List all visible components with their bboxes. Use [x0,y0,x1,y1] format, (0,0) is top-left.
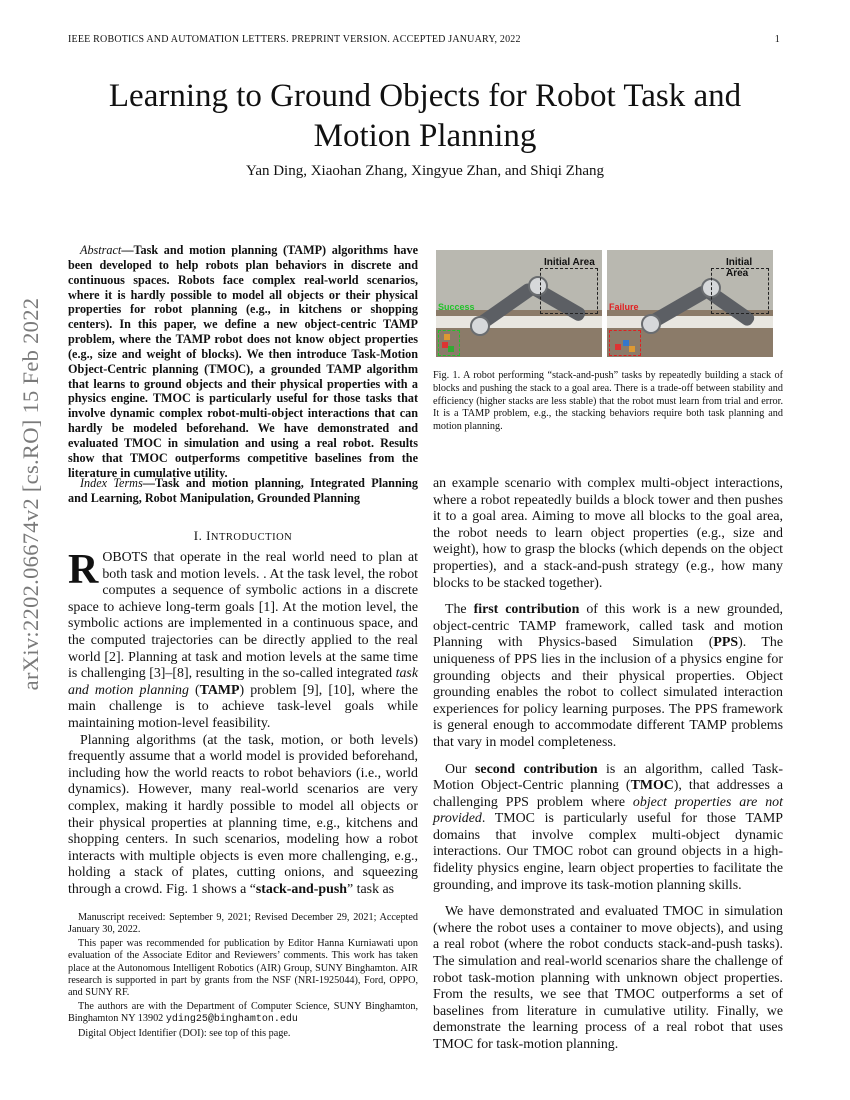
section-title-initial: I [206,528,211,543]
intro-p5-lead: Our [445,761,475,777]
initial-area-box [540,268,598,314]
intro-p4-bold-1: first contribution [473,602,580,618]
intro-p1-bold: TAMP [199,682,240,698]
author-list: Yan Ding, Xiaohan Zhang, Xingyue Zhan, and Shiqi Zhang [245,163,604,179]
journal-name: IEEE ROBOTICS AND AUTOMATION LETTERS. PREPRINT VERSION. ACCEPTED JANUARY, 2022 [68,34,521,45]
author-email-link[interactable]: yding25@binghamton.edu [165,1014,298,1026]
intro-p2-lead: Planning algorithms (at the task, motion, or both levels) frequently assume that a world model is provided beforehand, including how the world reacts to robot behaviors (i.e., world dynamics). However, many real-world scenarios are very complex, making it hardly possible to model all objects or their physical properties at planning time, e.g., kitchens and shopping centers. In such scenarios, modeling how a robot interacts with multiple objects is even more challenging, e.g., holding a stack of plates, cutting onions, and squeezing through a crowd. Fig. 1 shows a “ [68,732,418,897]
intro-p1-end: ) problem [9], [10], where the main challenge is to achieve task-level goals while maintaining motion-level feasibility. [68,682,418,731]
intro-paragraph-4 [433,602,783,751]
paper-title [40,76,810,156]
index-terms-dash: — [142,476,155,490]
block [448,346,454,352]
intro-paragraph-1 [68,547,418,733]
abstract-dash: — [121,243,134,257]
footnotes [68,912,418,1042]
figure-1-photo-failure [607,250,773,357]
left-column-body [68,547,418,898]
running-header [68,34,780,45]
figure-1-caption: Fig. 1. A robot performing “stack-and-push” tasks by repeatedly building a stack of blocks and pushing the stack to a goal area. There is a trade-off between stability and efficiency (higher stacks are less stable) that the robot must learn from trial and error. It is a TAMP problem, e.g., the stacking behaviors require both task planning and motion planning. [433,370,783,433]
abstract [68,243,418,481]
initial-area-label: Initial Area [544,257,595,268]
figure-1 [436,250,781,357]
intro-p1-italic: task and motion planning [68,666,418,698]
intro-p5-italic: object properties are not provided [433,794,783,827]
index-terms [68,476,418,506]
index-terms-text: Task and motion planning, Integrated Planning and Learning, Robot Manipulation, Grounded Planning [68,476,418,505]
arxiv-stamp-text: arXiv:2202.06674v2 [cs.RO] 15 Feb 2022 [18,297,43,691]
footnote-manuscript: Manuscript received: September 9, 2021; Revised December 29, 2021; Accepted January 30, 2022. [68,912,418,936]
success-label: Success [438,302,475,312]
abstract-text: Task and motion planning (TAMP) algorithms have been developed to help robots plan behaviors in discrete and continuous spaces. Robots face complex real-world scenarios, where it is hardly possible to model all objects or their physical properties for robot planning (e.g., in kitchens or shopping centers). In this paper, we define a new object-centric TAMP problem, where the TAMP robot does not know object properties (e.g., size and weight of blocks). We then introduce Task-Motion Object-Centric planning (TMOC), a grounded TAMP algorithm that learns to ground objects and their physical properties with a physics engine. TMOC is particularly useful for those tasks that involve dynamic complex robot-multi-object interactions that can hardly be modeled beforehand. We have demonstrated and evaluated TMOC in simulation and using a real robot. Results show that TMOC outperforms competitive baselines from the literature in cumulative utility. [68,243,418,480]
intro-paragraph-2 [68,733,418,899]
block [444,334,450,340]
index-terms-label: Index Terms [80,476,143,490]
intro-p4-lead: The [445,602,474,618]
page-number: 1 [774,34,780,45]
title-line-2: Motion Planning [313,118,537,154]
intro-p4-mid: of this work is a new grounded, object-centric TAMP framework, called task and motion Planning with Physics-based Simulation ( [433,602,783,651]
intro-p5-mid-2: ), that addresses a challenging PPS problem where [433,778,783,810]
intro-p5-bold-2: TMOC [630,778,674,794]
footnote-affiliation [68,1001,418,1027]
intro-p4-end: ). The uniqueness of PPS lies in the inclusion of a physics engine for grounding objects and their physical properties. Object grounding enables the robot to collect simulated interaction experiences for policy learning purposes. The PPS framework is general enough to accommodate different TAMP problems that vary in model completeness. [433,635,783,750]
section-title-rest: NTRODUCTION [210,532,293,543]
intro-p5-bold-1: second contribution [475,761,598,777]
intro-paragraph-5 [433,762,783,895]
footnote-doi: Digital Object Identifier (DOI): see top of this page. [78,1028,291,1040]
block [629,346,635,352]
right-column-body [433,476,783,1054]
intro-paragraph-6: We have demonstrated and evaluated TMOC in simulation (where the robot uses a container to move objects), and using a real robot (where the robot conducts stack-and-push tasks). The simulation and real-world scenarios share the challenge of robot task-motion planning with unknown object properties. From the results, we see that TMOC outperforms a set of baselines from literature in cumulative utility. Finally, we demonstrate the learning process of a real robot that uses TMOC for task-motion planning. [433,904,783,1052]
intro-p5-end: . TMOC is particularly useful for those TAMP domains that involve complex multi-object dynamic interactions. Our TMOC robot can ground objects in a high-fidelity physics engine, learn object properties to facilitate the grounding, and improve its task-motion planning skills. [433,811,783,893]
footnote-editor: This paper was recommended for publication by Editor Hanna Kurniawati upon evaluation of the Associate Editor and Reviewers’ comments. This work has taken place at the Autonomous Intelligent Robotics (AIR) Group, SUNY Binghamton. AIR research is supported in part by grants from the NSF (NRI-1925044), Ford, OPPO, and SUNY RF. [68,938,418,999]
abstract-label: Abstract [80,243,122,257]
intro-p1-open: ( [188,682,200,698]
figure-1-photo-success [436,250,602,357]
title-line-1: Learning to Ground Objects for Robot Task and [108,78,742,114]
intro-paragraph-3: an example scenario with complex multi-object interactions, where a robot repeatedly builds a block tower and then pushes it to a goal area. Aiming to move all blocks to the goal area, the robot needs to learn object properties (e.g., size and weight), how to grasp the blocks (which depends on the object properties), and a stack-and-push strategy (e.g., how many blocks to be stacked together). [433,476,783,591]
arxiv-stamp [14,292,48,696]
intro-p2-bold: stack-and-push [255,881,347,897]
initial-area-label: Initial Area [726,257,753,279]
intro-p1-lead: OBOTS that operate in the real world need to plan at both task and motion levels. . At the task level, the robot computes a sequence of symbolic actions in a discrete space to achieve long-term goals [1]. At the motion level, the symbolic actions are implemented in a continuous space, and the computed trajectories can be directly applied to the real world [2]. Planning at task and motion levels at the same time is challenging [3]–[8], resulting in the so-called integrated [68,550,418,682]
intro-p2-end: ” task as [347,881,395,897]
section-heading-introduction [68,528,418,544]
intro-p5-mid-1: is an algorithm, called Task-Motion Object-Centric planning ( [433,761,783,794]
footnote-affiliation-text: The authors are with the Department of Computer Science, SUNY Binghamton, Binghamton NY 13902 [68,1001,418,1025]
intro-p4-bold-2: PPS [713,635,739,651]
robot-joint-icon [641,314,661,334]
robot-joint-icon [470,316,490,336]
block [615,344,621,350]
dropcap: R [68,547,99,593]
section-numeral: I. [193,528,203,543]
failure-label: Failure [609,302,639,312]
